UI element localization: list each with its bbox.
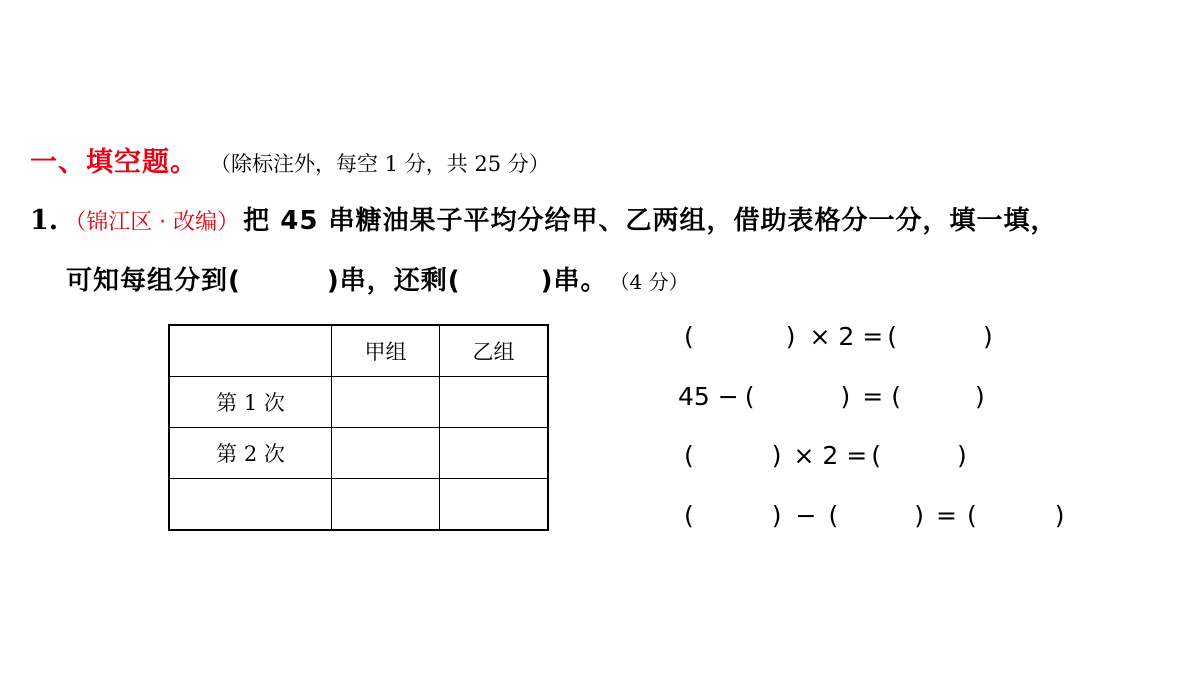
question-text-part-a: 可知每组分到( — [66, 266, 241, 296]
paren-open: ( — [891, 382, 901, 411]
equation-operator: × 2 = — [793, 441, 868, 470]
equation-4 — [684, 501, 1065, 530]
section-title: 一、填空题。 — [30, 147, 198, 178]
equation-start: 45 − — [678, 382, 739, 411]
paren-close: ) — [840, 382, 851, 411]
paren-close: ) — [771, 441, 782, 470]
paren-close: ) — [785, 322, 796, 351]
paren-open: ( — [684, 501, 694, 530]
table-row — [169, 428, 548, 479]
question-1-line-1 — [30, 200, 1057, 237]
question-1-line-2 — [66, 260, 689, 297]
equation-2 — [678, 382, 985, 411]
section-note: （除标注外，每空 1 分，共 25 分） — [210, 152, 550, 176]
table-row — [169, 377, 548, 428]
paren-open: ( — [887, 322, 897, 351]
question-number: 1. — [30, 205, 59, 236]
paren-close: ) — [1054, 501, 1065, 530]
table-header-row — [169, 325, 548, 377]
table-cell[interactable] — [440, 479, 549, 531]
equation-operator: × 2 = — [809, 322, 884, 351]
paren-close: ) — [974, 382, 985, 411]
question-text-line-1: 把 45 串糖油果子平均分给甲、乙两组，借助表格分一分，填一填， — [243, 206, 1058, 236]
paren-open: ( — [684, 441, 694, 470]
paren-open: ( — [744, 382, 755, 411]
table-row-label: 第 2 次 — [169, 428, 332, 479]
table-header-cell — [169, 325, 332, 377]
paren-close: ) — [914, 501, 925, 530]
paren-close: ) — [771, 501, 782, 530]
paren-close: ) — [957, 441, 967, 470]
table-cell[interactable] — [440, 428, 549, 479]
paren-close: ) — [983, 322, 993, 351]
question-source: （锦江区 · 改编） — [64, 210, 240, 235]
equation-operator: = — [936, 501, 957, 530]
table-header-cell: 乙组 — [440, 325, 549, 377]
table-row — [169, 479, 548, 531]
question-score: （4 分） — [609, 270, 689, 294]
question-text-part-c: )串。 — [540, 266, 608, 296]
table-cell[interactable] — [332, 479, 440, 531]
question-text-part-b: )串，还剩( — [326, 266, 461, 296]
paren-open: ( — [828, 501, 839, 530]
section-heading — [30, 140, 550, 184]
table-row-label: 第 1 次 — [169, 377, 332, 428]
equation-operator: − — [795, 501, 817, 530]
table-cell[interactable] — [332, 377, 440, 428]
paren-open: ( — [871, 441, 881, 470]
paren-open: ( — [966, 501, 977, 530]
table-header-cell: 甲组 — [332, 325, 440, 377]
table-row-label[interactable] — [169, 479, 332, 531]
table-cell[interactable] — [332, 428, 440, 479]
equation-1 — [684, 322, 993, 351]
paren-open: ( — [684, 322, 694, 351]
division-table — [168, 324, 549, 531]
equation-3 — [684, 441, 967, 470]
equation-operator: = — [862, 382, 884, 411]
table-cell[interactable] — [440, 377, 549, 428]
